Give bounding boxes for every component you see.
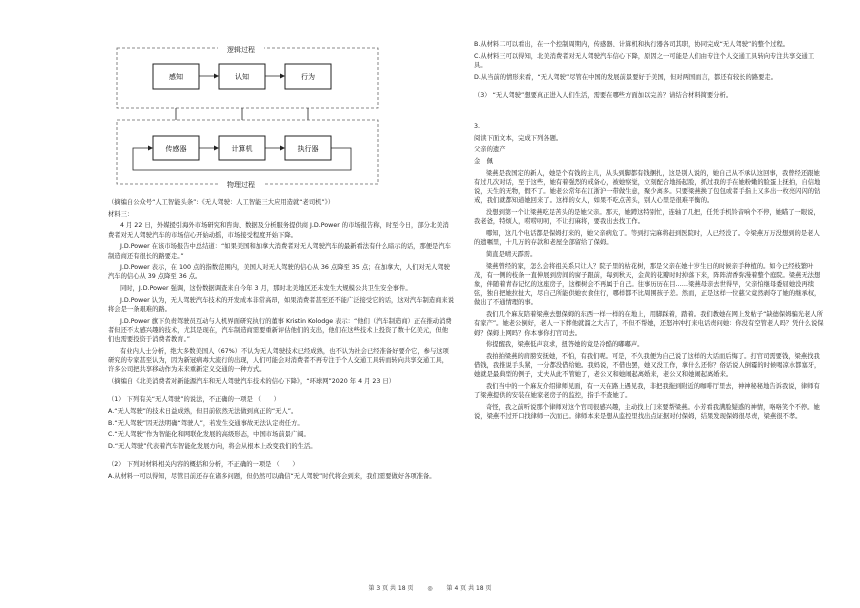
material-3-paragraph: J.D.Power 在该市场报告中总结道：“如果美国和加拿大消费者对无人驾驶汽车的最新看法有什么暗示的话，那便是汽车制造商还有很长的路要走。”	[108, 243, 451, 260]
story-paragraph: 我拍拍梁燕的肩膀安抚她，不怕，有我们呢。可是，不久我便为自己说了这样的大话而后悔了。打官司需要钱，梁燕找我借钱，我推说手头紧，一分都没借给她。我妈说，不借也罢，她又没工作，拿什么还你？俗话说人倒霉的时候喝凉水都塞牙，她就是最典型的例子，丈夫从此不管她了，老公又和她闹起离婚来，老公又和她闹起离婚来。	[474, 352, 821, 379]
source-citation-2: （摘编自《北美消费者对新能源汽车和无人驾驶汽车技术的信心下降》，“环球网”2020 年 4 月 23 日）	[108, 377, 396, 385]
feedback-loop-head	[148, 146, 153, 151]
process-diagram	[115, 42, 380, 192]
right-page	[474, 40, 826, 421]
q2-option-b: B.从材料二可以看出，在一个控制周期内，传感器、计算机和执行器各司其职，协同完成“无人驾驶”的整个过程。	[474, 41, 790, 48]
material-3-paragraph: J.D.Power 表示，在 100 点的指数范围内，美国人对无人驾驶的信心从 36 点降至 35 点；在加拿大，人们对无人驾驶汽车的信心从 39 点降至 36 点。	[108, 264, 450, 281]
material-3-paragraph: J.D.Power 旗下负责驾驶员互动与人机界面研究执行的董事 Kristin Kolodge 表示：“他们（汽车制造商）正在推动消费者但还不太感兴趣的技术，尤其是现在，汽车制造商需要重新评估他们的支出，他们在这些技术上投资了数十亿美元，但他们也需要投资于消费者教育。”	[108, 317, 452, 344]
reading-instruction: 阅读下面文本，完成下列各题。	[474, 134, 563, 142]
computer-label: 计算机	[231, 145, 253, 153]
question-3: （3） “无人驾驶”想要真正进入人们生活，需要在哪些方面加以完善？请结合材料简要分析。	[474, 91, 733, 99]
material-3-paragraph: 有业内人士分析，绝大多数美国人（67%）不认为无人驾驶技术已经成熟，也不认为社会已经准备好要介它，参与这项研究的专家甚至认为，因为新冠病毒大流行的出现，人们可能会对消费者不再专注于个人交通工具转而转向共享交通工具，许多公司把共享移动作为未来重新定义交通的一种方式。	[108, 347, 449, 374]
q1-option-a: A.“无人驾驶”的技术日益成熟，但目前依然无法做到真正的“无人”。	[108, 407, 298, 415]
cognition-label: 认知	[235, 73, 249, 81]
page-separator: ◎	[427, 585, 433, 592]
story-paragraph: 简直是晴天霹雳。	[486, 250, 537, 258]
material-3-paragraph: 4 月 22 日，外媒援引海外市场研究和咨询、数据及分析服务提供商 J.D.Power 的市场报告称，时至今日，部分北美消费者对无人驾驶汽车的市场信心开始动摇，市场接受程度开始下降。	[108, 222, 449, 239]
q2-option-c: C.从材料三可以得知，北美消费者对无人驾驶汽车信心下降，原因之一可能是人们由专注个人交通工具转向专注共享交通工具。	[474, 52, 815, 69]
page-footer	[0, 583, 860, 592]
left-page	[108, 198, 454, 481]
q1-option-d: D.“无人驾驶”代表着汽车智能化发展方向，将会从根本上改变我们的生活。	[108, 442, 317, 450]
story-paragraph: 奇怪，我之前听说那个律师对这个官司很感兴趣，主动找上门来要帮梁燕。小芳看我满脸疑惑的神情，咯咯笑个不停。她说，梁燕不过开口找律师一次而已。律师本来是想从监控里找出点证据对付保姆，结果发现保姆很尽责，梁燕很不孝。	[474, 404, 820, 421]
story-paragraph: 哪知，这几个电话都是保姆打来的，她父亲病危了。等到打完麻将赶到医院时，人已经没了。令梁燕万万没想到的是老人的遗嘱里，十几万的存款和老屋全部留给了保姆。	[474, 230, 820, 247]
story-paragraph: 没想到第一个让梁燕吃足苦头的是她父亲。那天，她蹲这特别忙，连轴了几把，任凭手机铃音响个不停，她瞄了一眼说，我老爸，特烦人，唠唠叨叨，不让打麻将，要我出去找工作。	[474, 209, 820, 226]
q2-option-d: D.从当前的情形来看，“无人驾驶”尽管在中国的发展前景要好于美国，但对两国而言，都还有较长的路要走。	[474, 73, 778, 81]
page-number-left: 第 3 页 共 18 页	[368, 585, 414, 592]
story-paragraph: 梁燕是我国定的新人，她是个有钱的主儿，从头到脚都有钱捆扎，这是别人说的，她自己从不承认这回事，我曾经还跟她有过几次对话，至于这些，她有着强烈的戒备心，被她察觉，立刻配合地扬起脸，抓过我的手在她粉嫩的脸蛋上抚拍，自信地说，天生的无物，假不了。她老公常年在江浙沪一带做生意，聚少离多。只要梁燕换了包包或者手指上又多出一枚亮闪闪的钻戒，我们就都知道她回来了。这样的女人，如果不吃点苦头，别人心里是很难平衡的。	[474, 169, 821, 205]
arrow-3-head	[214, 146, 219, 151]
q1-option-c: C.“无人驾驶”作为智能化和网联化发展的高级形态，中国市场前景广阔。	[108, 431, 310, 439]
section-number: 3.	[474, 123, 481, 131]
source-citation-1: （摘编自公众号“人工智能头条”:《无人驾驶：人工智能三大应用造就“老司机”》）	[108, 199, 335, 206]
physical-process-label: 物理过程	[227, 181, 255, 189]
actuator-label: 执行器	[297, 145, 319, 153]
sensor-label: 传感器	[165, 145, 187, 153]
story-paragraph: 我们当中的一个麻友介绍律师见面，有一天在路上遇见我，非把我拖到附近的咖啡厅里去，神神秘秘地告诉我说，律师有了梁燕提供的安装在她家老房子的监控，指手不查她了。	[474, 383, 820, 400]
perception-label: 感知	[169, 73, 183, 81]
story-author: 金 佩	[474, 158, 493, 166]
story-title: 父亲的遗产	[474, 146, 506, 154]
material-3-paragraph: J.D.Power 认为，无人驾驶汽车技术的开发成本非常高昂，如果消费者甚至还不能广泛接受它的话，这对汽车制造商来说将会是一条艰难的路。	[108, 296, 454, 314]
q1-option-b: B.“无人驾驶”因无法明确“驾驶人”，若发生交通事故无法认定责任方。	[108, 419, 304, 427]
page-number-right: 第 4 页 共 18 页	[446, 585, 492, 592]
logic-process-label: 逻辑过程	[227, 46, 255, 54]
q2-option-a: A.从材料一可以得知，尽管目前还存在诸多问题，但仍然可以确信“无人驾驶”时代将会到来，我们需要做好各项准备。	[108, 472, 436, 480]
question-2: （2） 下列对材料相关内容的概括和分析，不正确的一项是 （ ）	[108, 461, 299, 469]
story-paragraph: 你提醒我，梁燕低声哀求，扭答她的竟是冷酷的嘟嘟声。	[486, 341, 644, 349]
story-paragraph: 我们几个麻友陪着梁燕去想保姆的东西一样一样的在地上，用脚踩着，踏着。我们教她在网上发帖子“缺德保姆骗光老人所有家产”。她老公倒好，老人一下葬他就溜之大吉了，不但不帮她，还怒冲冲打来电话责问她：你没有空管老人吗？凭什么说保姆？保姆上网吗？你本事你打官司去。	[474, 311, 824, 337]
material-3-paragraph: 同时，J.D.Power 强调，这份数据调查来自今年 3 月，那时北美地区还未发生大规模公共卫生安全事件。	[120, 285, 412, 293]
behavior-label: 行为	[301, 73, 315, 81]
material-3-title: 材料三：	[108, 210, 134, 218]
arrow-4-head	[280, 146, 285, 151]
story-paragraph: 梁燕曾经的家，怎么会将祖关系只让人？院子里的枯花树，那是父亲在她十岁生日的时候亲手种植的。如今已经枝繁叶茂，有一侧的枝条一直伸展到房间的窗子跟前，每到秋天，金黄的花瓣时时掉落下来，阵阵清香弥漫着整个庭院。梁燕无法想象，伴随着青春记忆的这座房子，这棵树会不再属于自己。往事历历在目……梁燕母亲去世得早，父亲怕继母委屈她没再续弦，独自把她拉扯大，尽自己所能供她衣食住行，哪样都不比周围孩子差。然而，正是这样一位慈父竟然剥夺了她的继承权，做出了不通情理的事。	[474, 262, 821, 307]
arrow-2-head	[280, 74, 285, 79]
arrow-1-head	[214, 74, 219, 79]
question-1: （1） 下列有关“无人驾驶”的说法，不正确的一项是 （ ）	[108, 396, 280, 404]
